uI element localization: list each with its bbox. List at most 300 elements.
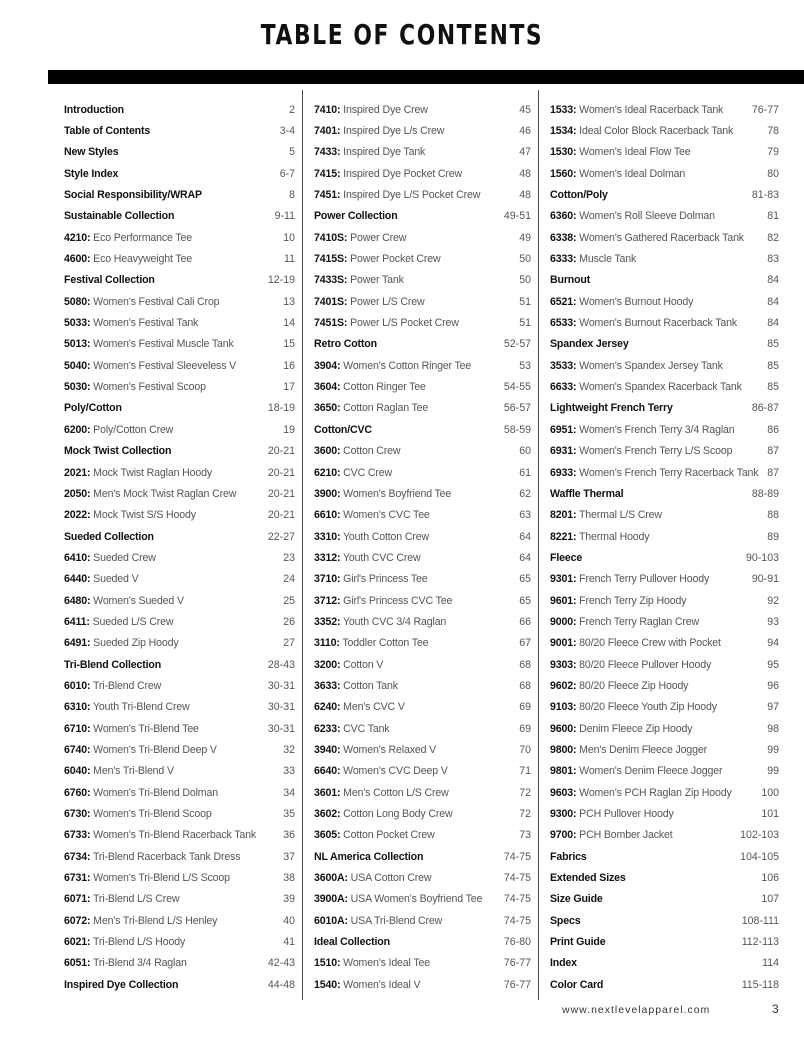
toc-section-heading[interactable]: [314, 206, 531, 227]
toc-entry[interactable]: [64, 803, 295, 824]
toc-entry[interactable]: [64, 462, 295, 483]
toc-entry[interactable]: [550, 633, 779, 654]
style-name: French Terry Zip Hoody: [579, 594, 687, 607]
style-code: 6360:: [550, 210, 577, 223]
style-name: Women's Festival Muscle Tank: [93, 338, 234, 351]
toc-entry[interactable]: [314, 718, 531, 739]
page-reference: 93: [767, 615, 779, 628]
page-reference: 76-77: [503, 957, 531, 970]
toc-entry[interactable]: [64, 611, 295, 632]
toc-column-3: [550, 99, 779, 995]
toc-entry[interactable]: [64, 910, 295, 931]
toc-entry[interactable]: [64, 483, 295, 504]
entry-label: [314, 317, 459, 329]
toc-entry[interactable]: [64, 312, 295, 333]
toc-entry[interactable]: [314, 163, 531, 184]
entry-label: [314, 979, 420, 991]
toc-entry[interactable]: [314, 825, 531, 846]
page-reference: 47: [519, 146, 531, 159]
style-name: Men's Tri-Blend V: [93, 765, 174, 778]
style-code: 6310:: [64, 701, 91, 714]
toc-entry[interactable]: [314, 739, 531, 760]
page-reference: 50: [519, 274, 531, 287]
page-reference: 64: [519, 551, 531, 564]
style-code: 1534:: [550, 125, 577, 138]
entry-label: [314, 146, 425, 158]
style-name: Women's Sueded V: [93, 594, 184, 607]
toc-section-heading[interactable]: [550, 184, 779, 205]
toc-entry[interactable]: [314, 312, 531, 333]
style-code: 3600:: [314, 445, 341, 458]
style-code: 6710:: [64, 722, 91, 735]
style-name: Eco Heavyweight Tee: [93, 253, 192, 266]
style-code: 6410:: [64, 551, 91, 564]
style-name: Women's CVC Tee: [343, 509, 430, 522]
toc-entry[interactable]: [550, 462, 779, 483]
toc-entry[interactable]: [550, 376, 779, 397]
toc-entry[interactable]: [550, 441, 779, 462]
style-name: 80/20 Fleece Pullover Hoody: [579, 658, 712, 671]
style-name: Women's Denim Fleece Jogger: [579, 765, 723, 778]
style-name: Women's Gathered Racerback Tank: [579, 231, 744, 244]
toc-entry[interactable]: [550, 590, 779, 611]
style-code: 3601:: [314, 786, 341, 799]
entry-label: [64, 338, 234, 350]
entry-label: [314, 701, 405, 713]
toc-entry[interactable]: [64, 675, 295, 696]
style-name: Sueded L/S Crew: [92, 615, 174, 628]
toc-entry[interactable]: [550, 718, 779, 739]
entry-label: [64, 488, 236, 500]
style-code: 9800:: [550, 743, 577, 756]
page-reference: 8: [289, 189, 295, 202]
entry-label: [64, 915, 217, 927]
entry-label: [314, 125, 444, 137]
style-name: Women's Roll Sleeve Dolman: [579, 210, 715, 223]
section-title: Index: [550, 957, 577, 970]
page-reference: 22-27: [267, 530, 295, 543]
page-reference: 97: [767, 701, 779, 714]
entry-label: [314, 274, 404, 286]
toc-entry[interactable]: [314, 803, 531, 824]
page-reference: 70: [519, 743, 531, 756]
entry-label: [550, 616, 699, 628]
entry-label: [314, 509, 430, 521]
entry-label: [550, 274, 590, 286]
toc-entry[interactable]: [314, 291, 531, 312]
style-code: 9801:: [550, 765, 577, 778]
page-reference: 68: [519, 679, 531, 692]
style-name: Women's Spandex Racerback Tank: [579, 381, 742, 394]
toc-section-heading[interactable]: [64, 398, 295, 419]
entry-label: [64, 659, 161, 671]
toc-entry[interactable]: [314, 526, 531, 547]
style-code: 7433:: [314, 146, 341, 159]
toc-entry[interactable]: [64, 761, 295, 782]
toc-section-heading[interactable]: [64, 441, 295, 462]
toc-entry[interactable]: [314, 974, 531, 995]
toc-entry[interactable]: [314, 462, 531, 483]
toc-entry[interactable]: [314, 697, 531, 718]
page-reference: 14: [283, 317, 295, 330]
toc-entry[interactable]: [64, 718, 295, 739]
toc-entry[interactable]: [314, 590, 531, 611]
toc-section-heading[interactable]: [550, 334, 779, 355]
page-reference: 15: [283, 338, 295, 351]
style-code: 3602:: [314, 808, 341, 821]
entry-label: [314, 787, 449, 799]
toc-entry[interactable]: [64, 739, 295, 760]
style-code: 6440:: [64, 573, 91, 586]
toc-section-heading[interactable]: [64, 206, 295, 227]
toc-section-heading[interactable]: [64, 142, 295, 163]
toc-entry[interactable]: [550, 526, 779, 547]
toc-entry[interactable]: [64, 931, 295, 952]
header-bar: [48, 70, 804, 84]
toc-section-heading[interactable]: [550, 953, 779, 974]
style-name: USA Cotton Crew: [350, 872, 432, 885]
toc-entry[interactable]: [314, 654, 531, 675]
toc-entry[interactable]: [64, 590, 295, 611]
page-reference: 101: [761, 808, 779, 821]
style-code: 9700:: [550, 829, 577, 842]
toc-entry[interactable]: [314, 633, 531, 654]
toc-entry[interactable]: [314, 867, 531, 888]
style-code: 5080:: [64, 295, 91, 308]
toc-entry[interactable]: [314, 248, 531, 269]
website-url[interactable]: www.nextlevelapparel.com: [562, 1004, 711, 1016]
page-reference: 49: [519, 231, 531, 244]
toc-section-heading[interactable]: [550, 398, 779, 419]
toc-section-heading[interactable]: [64, 163, 295, 184]
toc-entry[interactable]: [550, 291, 779, 312]
toc-entry[interactable]: [64, 376, 295, 397]
style-code: 6021:: [64, 936, 91, 949]
page-reference: 84: [767, 274, 779, 287]
page-reference: 85: [767, 381, 779, 394]
style-code: 6480:: [64, 594, 91, 607]
style-code: 6733:: [64, 829, 91, 842]
toc-section-heading[interactable]: [314, 334, 531, 355]
toc-entry[interactable]: [64, 889, 295, 910]
toc-entry[interactable]: [314, 120, 531, 141]
toc-entry[interactable]: [550, 675, 779, 696]
style-code: 6734:: [64, 850, 91, 863]
page-reference: 41: [283, 936, 295, 949]
style-code: 1530:: [550, 146, 577, 159]
page-reference: 102-103: [740, 829, 779, 842]
style-code: 6411:: [64, 615, 90, 628]
toc-entry[interactable]: [550, 761, 779, 782]
section-title: Poly/Cotton: [64, 402, 122, 415]
section-title: Fleece: [550, 551, 583, 564]
section-title: Cotton/Poly: [550, 189, 608, 202]
style-code: 2021:: [64, 466, 91, 479]
style-code: 7410:: [314, 103, 341, 116]
toc-entry[interactable]: [550, 654, 779, 675]
entry-label: [550, 296, 693, 308]
toc-section-heading[interactable]: [64, 974, 295, 995]
page-reference: 35: [283, 808, 295, 821]
entry-label: [64, 787, 218, 799]
toc-entry[interactable]: [550, 611, 779, 632]
page-reference: 27: [283, 637, 295, 650]
page-reference: 67: [519, 637, 531, 650]
style-name: Women's Tri-Blend Racerback Tank: [93, 829, 257, 842]
style-name: Women's Tri-Blend Scoop: [93, 808, 212, 821]
entry-label: [314, 445, 400, 457]
toc-entry[interactable]: [64, 633, 295, 654]
entry-label: [550, 659, 711, 671]
style-name: Cotton Long Body Crew: [343, 808, 453, 821]
toc-entry[interactable]: [64, 355, 295, 376]
style-name: Men's Tri-Blend L/S Henley: [93, 914, 218, 927]
entry-label: [550, 552, 582, 564]
style-code: 6240:: [314, 701, 341, 714]
page-reference: 13: [283, 295, 295, 308]
entry-label: [64, 424, 173, 436]
style-code: 6521:: [550, 295, 577, 308]
toc-section-heading[interactable]: [64, 526, 295, 547]
toc-entry[interactable]: [550, 227, 779, 248]
page-reference: 85: [767, 338, 779, 351]
style-code: 7401S:: [314, 295, 348, 308]
section-title: Social Responsibility/WRAP: [64, 189, 202, 202]
toc-entry[interactable]: [314, 569, 531, 590]
toc-entry[interactable]: [314, 227, 531, 248]
column-divider: [538, 90, 539, 1000]
entry-label: [550, 744, 707, 756]
entry-label: [64, 595, 184, 607]
toc-entry[interactable]: [550, 248, 779, 269]
toc-entry[interactable]: [314, 184, 531, 205]
toc-section-heading[interactable]: [550, 974, 779, 995]
toc-section-heading[interactable]: [550, 270, 779, 291]
entry-label: [550, 317, 737, 329]
section-title: Retro Cotton: [314, 338, 377, 351]
toc-section-heading[interactable]: [314, 931, 531, 952]
toc-entry[interactable]: [314, 505, 531, 526]
style-name: Cotton V: [343, 658, 384, 671]
toc-section-heading[interactable]: [550, 867, 779, 888]
page-reference: 16: [283, 359, 295, 372]
toc-entry[interactable]: [64, 227, 295, 248]
style-code: 5013:: [64, 338, 91, 351]
toc-section-heading[interactable]: [550, 910, 779, 931]
toc-section-heading[interactable]: [550, 931, 779, 952]
page-reference: 18-19: [267, 402, 295, 415]
toc-section-heading[interactable]: [550, 889, 779, 910]
toc-entry[interactable]: [550, 355, 779, 376]
entry-label: [550, 424, 735, 436]
toc-column-1: [64, 99, 295, 995]
style-code: 3310:: [314, 530, 341, 543]
toc-entry[interactable]: [64, 569, 295, 590]
style-name: Men's CVC V: [343, 701, 405, 714]
page-reference: 88: [767, 509, 779, 522]
toc-entry[interactable]: [64, 547, 295, 568]
style-name: Thermal L/S Crew: [578, 509, 662, 522]
toc-entry[interactable]: [550, 99, 779, 120]
page-reference: 60: [519, 445, 531, 458]
toc-entry[interactable]: [550, 312, 779, 333]
toc-entry[interactable]: [64, 782, 295, 803]
toc-entry[interactable]: [314, 889, 531, 910]
toc-entry[interactable]: [64, 248, 295, 269]
page-reference: 80: [767, 167, 779, 180]
toc-entry[interactable]: [550, 803, 779, 824]
entry-label: [64, 509, 196, 521]
entry-label: [64, 573, 139, 585]
section-title: Power Collection: [314, 210, 398, 223]
page-reference: 99: [767, 765, 779, 778]
toc-entry[interactable]: [550, 505, 779, 526]
style-code: 6010:: [64, 679, 91, 692]
style-name: Women's Festival Cali Crop: [93, 295, 220, 308]
style-name: Women's Spandex Jersey Tank: [579, 359, 723, 372]
style-code: 6933:: [550, 466, 577, 479]
style-code: 6071:: [64, 893, 91, 906]
style-code: 5033:: [64, 317, 91, 330]
page-reference: 85: [767, 359, 779, 372]
section-title: Inspired Dye Collection: [64, 978, 179, 991]
page-reference: 84: [767, 317, 779, 330]
toc-section-heading[interactable]: [550, 547, 779, 568]
style-code: 6931:: [550, 445, 577, 458]
entry-label: [64, 723, 199, 735]
page-reference: 87: [767, 445, 779, 458]
toc-entry[interactable]: [314, 611, 531, 632]
toc-entry[interactable]: [314, 953, 531, 974]
toc-entry[interactable]: [64, 505, 295, 526]
toc-entry[interactable]: [64, 846, 295, 867]
toc-entry[interactable]: [314, 547, 531, 568]
toc-entry[interactable]: [64, 419, 295, 440]
toc-entry[interactable]: [64, 291, 295, 312]
toc-entry[interactable]: [314, 782, 531, 803]
toc-entry[interactable]: [550, 419, 779, 440]
style-name: Youth CVC 3/4 Raglan: [342, 615, 447, 628]
toc-entry[interactable]: [314, 675, 531, 696]
style-code: 5040:: [64, 359, 91, 372]
toc-entry[interactable]: [64, 697, 295, 718]
toc-entry[interactable]: [314, 376, 531, 397]
toc-entry[interactable]: [550, 697, 779, 718]
entry-label: [314, 595, 452, 607]
entry-label: [64, 851, 240, 863]
toc-section-heading[interactable]: [314, 419, 531, 440]
toc-section-heading[interactable]: [64, 654, 295, 675]
toc-section-heading[interactable]: [64, 270, 295, 291]
style-code: 6333:: [550, 253, 577, 266]
page-reference: 106: [761, 872, 779, 885]
style-name: Women's CVC Deep V: [343, 765, 448, 778]
section-title: Waffle Thermal: [550, 487, 624, 500]
page-reference: 95: [767, 658, 779, 671]
toc-entry[interactable]: [314, 355, 531, 376]
page-reference: 34: [283, 786, 295, 799]
entry-label: [550, 210, 715, 222]
page-reference: 104-105: [740, 850, 779, 863]
toc-section-heading[interactable]: [64, 120, 295, 141]
toc-entry[interactable]: [550, 120, 779, 141]
style-name: Women's Tri-Blend Deep V: [93, 743, 217, 756]
page-reference: 5: [289, 146, 295, 159]
entry-label: [550, 402, 673, 414]
style-code: 3600A:: [314, 872, 348, 885]
entry-label: [550, 979, 603, 991]
toc-entry[interactable]: [314, 142, 531, 163]
page-reference: 58-59: [503, 423, 531, 436]
page-reference: 37: [283, 850, 295, 863]
style-code: 3940:: [314, 743, 341, 756]
toc-entry[interactable]: [64, 953, 295, 974]
page-reference: 63: [519, 509, 531, 522]
toc-entry[interactable]: [314, 761, 531, 782]
style-name: Women's Festival Tank: [93, 317, 199, 330]
toc-entry[interactable]: [314, 910, 531, 931]
toc-entry[interactable]: [314, 270, 531, 291]
page-reference: 79: [767, 146, 779, 159]
toc-entry[interactable]: [550, 142, 779, 163]
toc-entry[interactable]: [550, 163, 779, 184]
style-name: Tri-Blend Racerback Tank Dress: [92, 850, 241, 863]
column-divider: [302, 90, 303, 1000]
entry-label: [64, 274, 155, 286]
toc-entry[interactable]: [314, 398, 531, 419]
toc-section-heading[interactable]: [64, 99, 295, 120]
entry-label: [314, 168, 462, 180]
style-name: Women's Ideal Tee: [343, 957, 430, 970]
page-reference: 90-103: [746, 551, 779, 564]
page-reference: 56-57: [503, 402, 531, 415]
style-code: 3900:: [314, 487, 341, 500]
entry-label: [64, 765, 174, 777]
toc-entry[interactable]: [64, 825, 295, 846]
toc-entry[interactable]: [550, 569, 779, 590]
style-code: 3110:: [314, 637, 340, 650]
toc-entry[interactable]: [550, 825, 779, 846]
page-reference: 36: [283, 829, 295, 842]
toc-entry[interactable]: [64, 334, 295, 355]
style-code: 3533:: [550, 359, 577, 372]
toc-entry[interactable]: [550, 739, 779, 760]
toc-entry[interactable]: [314, 441, 531, 462]
style-code: 9601:: [550, 594, 577, 607]
page-reference: 74-75: [503, 850, 531, 863]
toc-entry[interactable]: [314, 99, 531, 120]
toc-section-heading[interactable]: [550, 483, 779, 504]
style-code: 9303:: [550, 658, 577, 671]
page-reference: 96: [767, 679, 779, 692]
toc-section-heading[interactable]: [64, 184, 295, 205]
entry-label: [314, 210, 398, 222]
style-code: 2050:: [64, 487, 91, 500]
toc-entry[interactable]: [550, 206, 779, 227]
page-reference: 32: [283, 743, 295, 756]
style-code: 3650:: [314, 402, 341, 415]
toc-entry[interactable]: [550, 782, 779, 803]
entry-label: [64, 232, 192, 244]
toc-entry[interactable]: [314, 483, 531, 504]
style-name: Sueded Crew: [93, 551, 156, 564]
entry-label: [314, 957, 430, 969]
toc-entry[interactable]: [64, 867, 295, 888]
style-name: Power L/S Crew: [350, 295, 425, 308]
toc-section-heading[interactable]: [314, 846, 531, 867]
entry-label: [314, 808, 452, 820]
toc-section-heading[interactable]: [550, 846, 779, 867]
